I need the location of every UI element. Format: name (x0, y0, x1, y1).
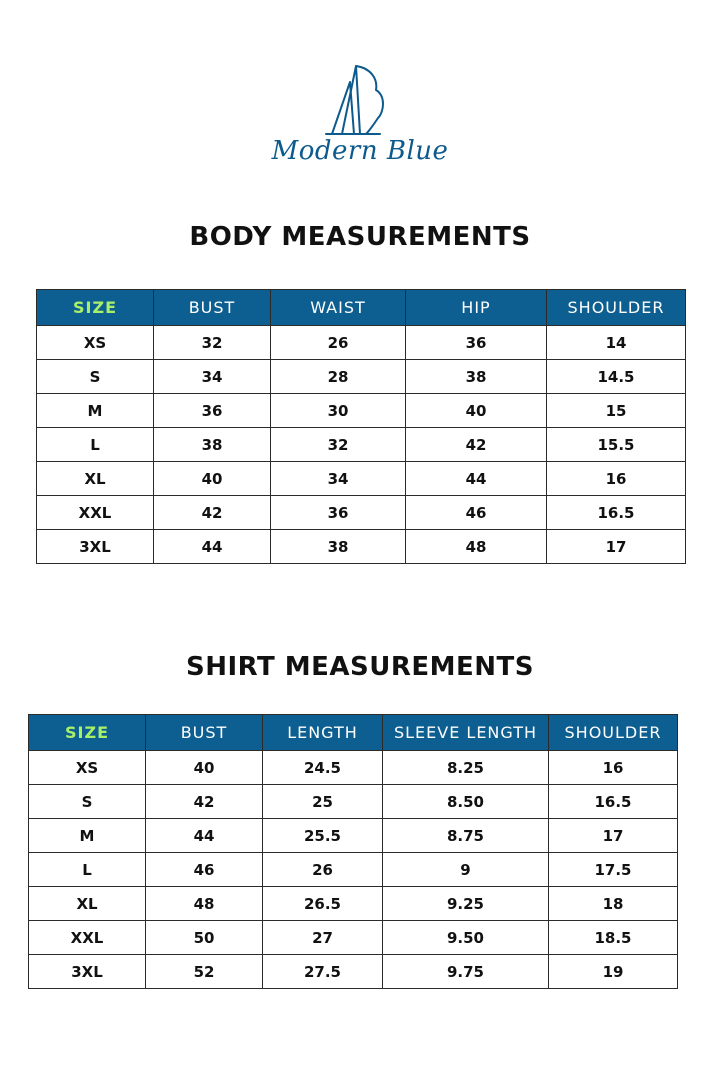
table-cell: 16 (549, 751, 678, 785)
table-cell: 3XL (29, 955, 146, 989)
table-cell: 42 (406, 428, 547, 462)
table-cell: 17.5 (549, 853, 678, 887)
column-header-shoulder: SHOULDER (549, 715, 678, 751)
table-cell: 9.25 (383, 887, 549, 921)
table-cell: 30 (271, 394, 406, 428)
table-cell: 44 (406, 462, 547, 496)
table-cell: 34 (154, 360, 271, 394)
table-cell: 8.50 (383, 785, 549, 819)
table-header-row (29, 715, 678, 751)
table-row (37, 496, 686, 530)
table-row (29, 955, 678, 989)
table-row (37, 326, 686, 360)
table-cell: 42 (146, 785, 263, 819)
table-row (29, 887, 678, 921)
table-cell: 25 (263, 785, 383, 819)
table-cell: 18.5 (549, 921, 678, 955)
table-cell: L (37, 428, 154, 462)
table-cell: XL (29, 887, 146, 921)
table-cell: S (37, 360, 154, 394)
table-cell: 36 (154, 394, 271, 428)
table-cell: 40 (406, 394, 547, 428)
table-cell: 26 (263, 853, 383, 887)
table-cell: 44 (146, 819, 263, 853)
table-cell: 38 (406, 360, 547, 394)
table-cell: 16 (547, 462, 686, 496)
table-row (37, 530, 686, 564)
table-row (37, 428, 686, 462)
column-header-sleeve-length: SLEEVE LENGTH (383, 715, 549, 751)
table-cell: 14 (547, 326, 686, 360)
table-cell: 28 (271, 360, 406, 394)
table-cell: 36 (271, 496, 406, 530)
brand-logo (0, 60, 720, 170)
shirt-measurements-title: SHIRT MEASUREMENTS (185, 652, 535, 682)
table-row (37, 462, 686, 496)
table-cell: M (29, 819, 146, 853)
column-header-size: SIZE (37, 290, 154, 326)
table-cell: L (29, 853, 146, 887)
table-cell: 26 (271, 326, 406, 360)
table-cell: XXL (37, 496, 154, 530)
table-cell: XS (29, 751, 146, 785)
column-header-bust: BUST (146, 715, 263, 751)
table-cell: 38 (271, 530, 406, 564)
table-row (29, 819, 678, 853)
column-header-length: LENGTH (263, 715, 383, 751)
table-cell: 9 (383, 853, 549, 887)
table-cell: 48 (406, 530, 547, 564)
table-cell: 40 (154, 462, 271, 496)
table-cell: 15.5 (547, 428, 686, 462)
table-row (37, 360, 686, 394)
table-cell: XXL (29, 921, 146, 955)
table-cell: 15 (547, 394, 686, 428)
table-cell: XS (37, 326, 154, 360)
table-cell: 32 (154, 326, 271, 360)
table-cell: 32 (271, 428, 406, 462)
table-cell: 18 (549, 887, 678, 921)
table-cell: 16.5 (547, 496, 686, 530)
table-row (29, 921, 678, 955)
body-measurements-table (36, 289, 686, 564)
table-cell: M (37, 394, 154, 428)
table-header-row (37, 290, 686, 326)
table-cell: 9.50 (383, 921, 549, 955)
table-cell: 19 (549, 955, 678, 989)
table-cell: 27 (263, 921, 383, 955)
column-header-hip: HIP (406, 290, 547, 326)
table-cell: 52 (146, 955, 263, 989)
table-cell: 42 (154, 496, 271, 530)
table-cell: 17 (549, 819, 678, 853)
table-cell: 27.5 (263, 955, 383, 989)
table-cell: 50 (146, 921, 263, 955)
table-row (29, 751, 678, 785)
table-cell: 36 (406, 326, 547, 360)
shirt-measurements-table (28, 714, 678, 989)
column-header-bust: BUST (154, 290, 271, 326)
table-cell: 8.25 (383, 751, 549, 785)
table-cell: 48 (146, 887, 263, 921)
table-cell: 25.5 (263, 819, 383, 853)
table-cell: 16.5 (549, 785, 678, 819)
table-cell: 38 (154, 428, 271, 462)
table-cell: 46 (406, 496, 547, 530)
table-cell: 8.75 (383, 819, 549, 853)
table-cell: 24.5 (263, 751, 383, 785)
table-cell: S (29, 785, 146, 819)
table-row (29, 853, 678, 887)
table-row (37, 394, 686, 428)
column-header-shoulder: SHOULDER (547, 290, 686, 326)
table-cell: 34 (271, 462, 406, 496)
column-header-waist: WAIST (271, 290, 406, 326)
table-cell: 9.75 (383, 955, 549, 989)
table-cell: 40 (146, 751, 263, 785)
table-row (29, 785, 678, 819)
table-cell: 3XL (37, 530, 154, 564)
table-cell: 14.5 (547, 360, 686, 394)
table-cell: 46 (146, 853, 263, 887)
table-cell: 26.5 (263, 887, 383, 921)
body-measurements-title: BODY MEASUREMENTS (189, 222, 531, 252)
table-cell: 17 (547, 530, 686, 564)
column-header-size: SIZE (29, 715, 146, 751)
sailboat-icon (320, 60, 400, 138)
brand-name: Modern Blue (271, 136, 449, 166)
table-cell: 44 (154, 530, 271, 564)
table-cell: XL (37, 462, 154, 496)
